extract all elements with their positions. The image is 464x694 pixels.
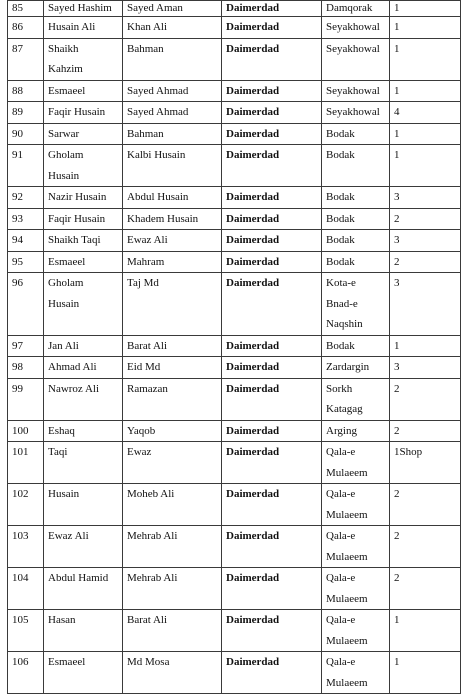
table-row (8, 526, 461, 568)
village-cell: Seyakhowal (322, 17, 390, 39)
father-name-cell: Sayed Aman (123, 1, 222, 17)
table-row (8, 610, 461, 652)
name-cell: Abdul Hamid (44, 568, 123, 610)
father-name-cell: Ewaz (123, 442, 222, 484)
village-cell: Bodak (322, 187, 390, 209)
count-cell: 2 (390, 251, 461, 273)
name-cell: Nawroz Ali (44, 378, 123, 420)
village-cell: Bodak (322, 251, 390, 273)
count-cell: 1 (390, 652, 461, 694)
count-cell: 3 (390, 187, 461, 209)
father-name-cell: Bahman (123, 38, 222, 80)
name-cell: Sayed Hashim (44, 1, 123, 17)
row-number-cell: 87 (8, 38, 44, 80)
table-row (8, 273, 461, 336)
name-cell: Husain (44, 484, 123, 526)
table-row (8, 187, 461, 209)
count-cell: 1 (390, 145, 461, 187)
father-name-cell: Khan Ali (123, 17, 222, 39)
count-cell: 2 (390, 420, 461, 442)
row-number-cell: 94 (8, 230, 44, 252)
village-cell: Seyakhowal (322, 102, 390, 124)
count-cell: 3 (390, 357, 461, 379)
register-table-body (8, 1, 461, 694)
village-cell: Qala-e Mulaeem (322, 652, 390, 694)
row-number-cell: 86 (8, 17, 44, 39)
row-number-cell: 104 (8, 568, 44, 610)
count-cell: 4 (390, 102, 461, 124)
count-cell: 1 (390, 610, 461, 652)
village-cell: Bodak (322, 208, 390, 230)
name-cell: Hasan (44, 610, 123, 652)
father-name-cell: Md Mosa (123, 652, 222, 694)
father-name-cell: Sayed Ahmad (123, 80, 222, 102)
district-cell: Daimerdad (222, 208, 322, 230)
row-number-cell: 96 (8, 273, 44, 336)
count-cell: 1 (390, 123, 461, 145)
row-number-cell: 85 (8, 1, 44, 17)
name-cell: Nazir Husain (44, 187, 123, 209)
district-cell: Daimerdad (222, 652, 322, 694)
table-row (8, 145, 461, 187)
table-row (8, 80, 461, 102)
village-cell: Bodak (322, 335, 390, 357)
district-cell: Daimerdad (222, 335, 322, 357)
table-row (8, 208, 461, 230)
table-row (8, 335, 461, 357)
table-row (8, 17, 461, 39)
father-name-cell: Taj Md (123, 273, 222, 336)
father-name-cell: Eid Md (123, 357, 222, 379)
name-cell: Ahmad Ali (44, 357, 123, 379)
father-name-cell: Ramazan (123, 378, 222, 420)
district-cell: Daimerdad (222, 442, 322, 484)
father-name-cell: Moheb Ali (123, 484, 222, 526)
district-cell: Daimerdad (222, 251, 322, 273)
district-cell: Daimerdad (222, 102, 322, 124)
name-cell: Faqir Husain (44, 102, 123, 124)
name-cell: Eshaq (44, 420, 123, 442)
table-row (8, 652, 461, 694)
village-cell: Qala-e Mulaeem (322, 568, 390, 610)
father-name-cell: Khadem Husain (123, 208, 222, 230)
district-cell: Daimerdad (222, 357, 322, 379)
row-number-cell: 105 (8, 610, 44, 652)
village-cell: Bodak (322, 230, 390, 252)
table-row (8, 123, 461, 145)
row-number-cell: 106 (8, 652, 44, 694)
father-name-cell: Ewaz Ali (123, 230, 222, 252)
row-number-cell: 91 (8, 145, 44, 187)
table-row (8, 378, 461, 420)
district-cell: Daimerdad (222, 145, 322, 187)
row-number-cell: 93 (8, 208, 44, 230)
name-cell: Husain Ali (44, 17, 123, 39)
district-cell: Daimerdad (222, 80, 322, 102)
name-cell: Faqir Husain (44, 208, 123, 230)
village-cell: Sorkh Katagag (322, 378, 390, 420)
father-name-cell: Kalbi Husain (123, 145, 222, 187)
village-cell: Arging (322, 420, 390, 442)
district-cell: Daimerdad (222, 230, 322, 252)
count-cell: 2 (390, 378, 461, 420)
count-cell: 3 (390, 273, 461, 336)
father-name-cell: Mehrab Ali (123, 568, 222, 610)
count-cell: 1Shop (390, 442, 461, 484)
district-cell: Daimerdad (222, 526, 322, 568)
row-number-cell: 101 (8, 442, 44, 484)
district-cell: Daimerdad (222, 38, 322, 80)
village-cell: Zardargin (322, 357, 390, 379)
district-cell: Daimerdad (222, 187, 322, 209)
father-name-cell: Mehrab Ali (123, 526, 222, 568)
name-cell: Taqi (44, 442, 123, 484)
name-cell: Gholam Husain (44, 145, 123, 187)
district-cell: Daimerdad (222, 123, 322, 145)
father-name-cell: Mahram (123, 251, 222, 273)
row-number-cell: 97 (8, 335, 44, 357)
village-cell: Qala-e Mulaeem (322, 526, 390, 568)
village-cell: Qala-e Mulaeem (322, 610, 390, 652)
row-number-cell: 100 (8, 420, 44, 442)
district-cell: Daimerdad (222, 1, 322, 17)
table-row (8, 102, 461, 124)
row-number-cell: 89 (8, 102, 44, 124)
count-cell: 2 (390, 208, 461, 230)
village-cell: Seyakhowal (322, 38, 390, 80)
name-cell: Shaikh Kahzim (44, 38, 123, 80)
name-cell: Shaikh Taqi (44, 230, 123, 252)
row-number-cell: 92 (8, 187, 44, 209)
village-cell: Damqorak (322, 1, 390, 17)
count-cell: 1 (390, 38, 461, 80)
father-name-cell: Yaqob (123, 420, 222, 442)
table-row (8, 251, 461, 273)
village-cell: Qala-e Mulaeem (322, 484, 390, 526)
father-name-cell: Abdul Husain (123, 187, 222, 209)
row-number-cell: 88 (8, 80, 44, 102)
father-name-cell: Bahman (123, 123, 222, 145)
village-cell: Bodak (322, 123, 390, 145)
district-cell: Daimerdad (222, 484, 322, 526)
district-cell: Daimerdad (222, 610, 322, 652)
name-cell: Gholam Husain (44, 273, 123, 336)
village-cell: Qala-e Mulaeem (322, 442, 390, 484)
village-cell: Seyakhowal (322, 80, 390, 102)
table-row (8, 484, 461, 526)
row-number-cell: 98 (8, 357, 44, 379)
name-cell: Esmaeel (44, 251, 123, 273)
count-cell: 1 (390, 80, 461, 102)
count-cell: 2 (390, 484, 461, 526)
village-cell: Bodak (322, 145, 390, 187)
register-table (7, 0, 461, 694)
district-cell: Daimerdad (222, 17, 322, 39)
table-row (8, 1, 461, 17)
name-cell: Ewaz Ali (44, 526, 123, 568)
table-row (8, 442, 461, 484)
table-row (8, 38, 461, 80)
district-cell: Daimerdad (222, 378, 322, 420)
district-cell: Daimerdad (222, 568, 322, 610)
row-number-cell: 103 (8, 526, 44, 568)
table-row (8, 357, 461, 379)
count-cell: 1 (390, 17, 461, 39)
district-cell: Daimerdad (222, 420, 322, 442)
count-cell: 2 (390, 568, 461, 610)
father-name-cell: Barat Ali (123, 335, 222, 357)
name-cell: Esmaeel (44, 652, 123, 694)
row-number-cell: 90 (8, 123, 44, 145)
district-cell: Daimerdad (222, 273, 322, 336)
name-cell: Jan Ali (44, 335, 123, 357)
father-name-cell: Sayed Ahmad (123, 102, 222, 124)
row-number-cell: 99 (8, 378, 44, 420)
name-cell: Esmaeel (44, 80, 123, 102)
count-cell: 2 (390, 526, 461, 568)
table-row (8, 568, 461, 610)
father-name-cell: Barat Ali (123, 610, 222, 652)
count-cell: 1 (390, 1, 461, 17)
count-cell: 3 (390, 230, 461, 252)
row-number-cell: 95 (8, 251, 44, 273)
row-number-cell: 102 (8, 484, 44, 526)
table-row (8, 420, 461, 442)
village-cell: Kota-e Bnad-e Naqshin (322, 273, 390, 336)
count-cell: 1 (390, 335, 461, 357)
table-row (8, 230, 461, 252)
name-cell: Sarwar (44, 123, 123, 145)
